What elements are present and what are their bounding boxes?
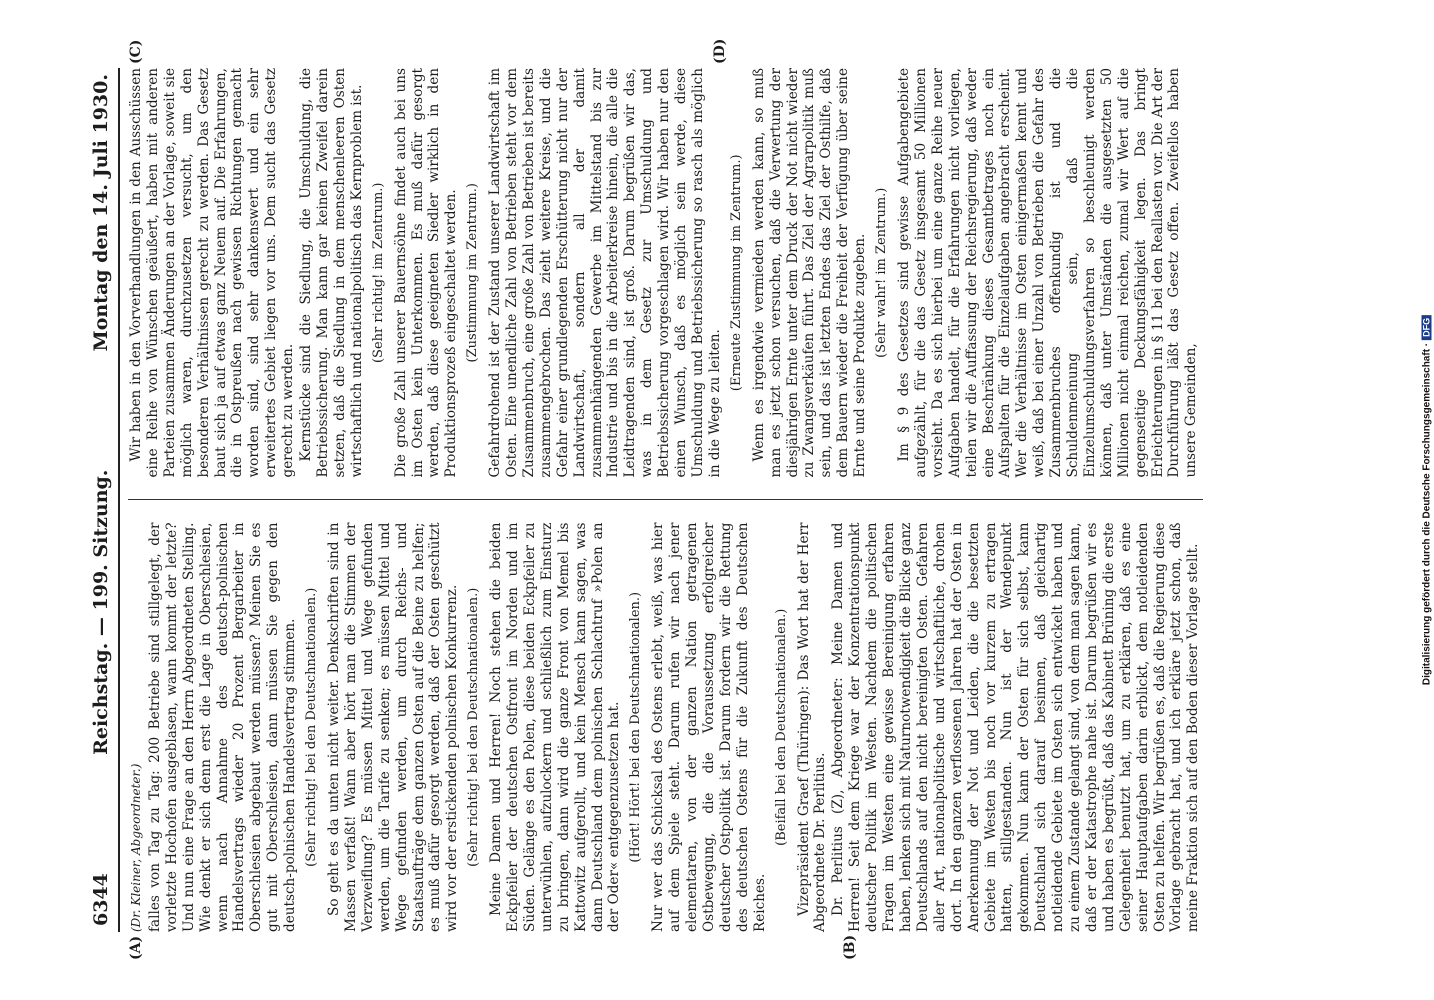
chair-remark: Vizepräsident Graef (Thüringen): Das Wort hat der Herr Abgeordnete Dr. Perlitius. (795, 522, 829, 932)
interjection: (Sehr richtig! bei den Deutschnationalen.) (466, 587, 482, 867)
margin-mark-b: (B) (842, 934, 858, 960)
margin-mark-c: (C) (128, 39, 144, 64)
paragraph: Meine Damen und Herren! Noch stehen die beiden Eckpfeiler der deutschen Ostfront im Norden und im Süden. Gelänge es den Polen, diese beiden Eckpfeiler zu unterwühlen, aufzulockern und schließlich zum Einsturz zu bringen, dann wird die ganze Front von Memel bis Kattowitz aufgerollt, und kein Mensch kann sagen, was dann Deutschland dem polnischen Schlachtruf »Polen an der Oder« entgegenzusetzen hat. (488, 522, 623, 932)
page-header (90, 68, 118, 932)
column-divider (128, 500, 1203, 501)
paragraph: Nur wer das Schicksal des Ostens erlebt, weiß, was hier auf dem Spiele steht. Darum rufen wir nach jener elementaren, von der ganzen Nation getragenen Ostbewegung, die die Voraussetzung erfolgreicher deutscher Ostpolitik ist. Darum fordern wir die Rettung des deutschen Ostens für die Zukunft des Deutschen Reiches. (650, 522, 768, 932)
left-column (128, 523, 1203, 933)
funding-note-text: Digitalisierung gefördert durch die Deutsche Forschungsgemeinschaft · (1421, 342, 1433, 686)
document-page (72, 38, 1362, 960)
paragraph: Wenn es irgendwie vermieden werden kann, so muß man es jetzt schon versuchen, daß die Verwertung der diesjährigen Ernte unter dem Druck der Not nicht wieder zu Zwangsverkäufen führt. Das Ziel der Agrarpolitik muß sein, und das ist letzten Endes das Ziel der Osthilfe, daß dem Bauern wieder die Freiheit der Verfügung über seine Ernte und seine Produkte zugeben. (750, 68, 869, 478)
paragraph: So geht es da unten nicht weiter. Denkschriften sind in Massen verfaßt! Wann aber hört man die Stimmen der Verzweiflung? Es müssen Mittel und Wege gefunden werden, um die Tarife zu senken; es müssen Mittel und Wege gefunden werden, um durch Reichs- und Staatsaufträge dem ganzen Osten auf die Beine zu helfen; es muß dafür gesorgt werden, daß der Osten geschützt wird vor der erstickenden polnischen Konkurrenz. (325, 522, 461, 932)
continued-speaker: (Dr. Kleiner, Abgeordneter.) (129, 763, 143, 932)
page-number: 6344 (90, 873, 112, 926)
paragraph: falles von Tag zu Tag: 200 Betriebe sind stillgelegt, der vorletzte Hochofen ausgeblasen, wann kommt der letzte? Und nun eine Frage an den Herrn Abgeordneten Stelling. Wie denkt er sich denn erst die Lage in Oberschlesien, wenn nach Annahme des deutsch-polnischen Handelsvertrags wieder 20 Prozent Bergarbeiter in Oberschlesien abgebaut werden müssen? Meinen Sie es gut mit Oberschlesien, dann müssen Sie gegen den deutsch-polnischen Handelsvertrag stimmen. (146, 522, 299, 932)
paragraph: Kernstücke sind die Siedlung, die Umschuldung, die Betriebssicherung. Man kann gar keinen Zweifel darein setzen, daß die Siedlung in dem menschenleeren Osten wirtschaftlich und nationalpolitisch das Kernproblem ist. (298, 68, 365, 478)
paragraph: Gefahrdrohend ist der Zustand unserer Landwirtschaft im Osten. Eine unendliche Zahl von Betrieben steht vor dem Zusammenbruch, eine große Zahl von Betrieben ist bereits zusammengebrochen. Das zieht weitere Kreise, und die Gefahr einer grundlegenden Erschütterung nicht nur der Landwirtschaft, sondern all der damit zusammenhängenden Gewerbe im Mittelstand bis zur Industrie und bis in die Arbeiterkreise hinein, die alle die Leidtragenden sind, ist groß. Darum begrüßen wir das, was in dem Gesetz zur Umschuldung und Betriebssicherung vorgeschlagen wird. Wir haben nur den einen Wunsch, daß es möglich sein werde, diese Umschuldung und Betriebssicherung so rasch als möglich in die Wege zu leiten. (487, 68, 723, 478)
interjection: (Beifall bei den Deutschnationalen.) (773, 608, 789, 846)
digitization-note (1421, 8, 1433, 992)
paragraph: Im § 9 des Gesetzes sind gewisse Aufgabengebiete aufgezählt, für die das Gesetz insgesamt 50 Millionen vorsieht. Da es sich hierbei um eine ganze Reihe neuer Aufgaben handelt, für die Erfahrungen nicht vorliegen, teilen wir die Auffassung der Reichsregierung, daß weder eine Beschränkung dieses Gesamtbetrages noch ein Aufspalten für die Einzelaufgaben angebracht erscheint. Wer die Verhältnisse im Osten einigermaßen kennt und weiß, daß bei einer Unzahl von Betrieben die Gefahr des Zusammenbruches offenkundig ist und die Schuldenmeinung sein, daß die Einzelumschuldungsverfahren so beschleunigt werden können, daß unter Umständen die ausgesetzten 50 Millionen nicht einmal reichen, zumal wir Wert auf die gegenseitige Deckungsfähigkeit legen. Das bringt Erleichterungen in § 11 bei den Reallasten vor. Die Art der Durchführung läßt das Gesetz offen. Zweifellos haben unsere Gemeinden, (895, 68, 1200, 478)
text-columns (128, 68, 1203, 932)
interjection: (Sehr richtig! bei den Deutschnationalen.) (304, 587, 320, 867)
dfg-logo: DFG (1422, 315, 1432, 340)
interjection: (Sehr richtig! im Zentrum.) (370, 182, 386, 364)
interjection: (Erneute Zustimmung im Zentrum.) (728, 154, 744, 392)
session-title: Reichstag. — 199. Sitzung. (90, 469, 112, 755)
paragraph: Dr. Perlitius (Z), Abgeordneter: Meine Damen und Herren! Seit dem Kriege war der Konzentrationspunkt deutscher Politik im Westen. Nachdem die politischen Fragen im Westen eine gewisse Bereinigung erfahren haben, lenken sich mit Naturnotwendigkeit die Blicke ganz Deutschlands auf den nicht bereinigten Osten. Gefahren aller Art, nationalpolitische und wirtschaftliche, drohen dort. In den ganzen verflossenen Jahren hat der Osten in Anerkennung der Not und Leiden, die die besetzten Gebiete im Westen bis noch vor kurzem zu ertragen hatten, stillgestanden. Nun ist der Wendepunkt gekommen. Nun kann der Osten für sich selbst, kann Deutschland sich darauf besinnen, daß gleichartig notleidende Gebiete im Osten sich entwickelt haben und zu einem Zustande gelangt sind, von dem man sagen kann, daß er der Katastrophe nahe ist. Darum begrüßen wir es und haben es begrüßt, daß das Kabinett Brüning die erste Gelegenheit benutzt hat, um zu erklären, daß es eine seiner Hauptaufgaben darin erblickt, dem notleidenden Osten zu helfen. Wir begrüßen es, daß die Regierung diese Vorlage gebracht hat, und ich erkläre jetzt schon, daß meine Fraktion sich auf den Boden dieser Vorlage stellt. (830, 522, 1202, 932)
interjection: (Zustimmung im Zentrum.) (465, 183, 481, 363)
interjection: (Hört! Hört! bei den Deutschnationalen.) (628, 591, 644, 863)
header-rule (118, 68, 120, 932)
right-column (128, 68, 1203, 478)
margin-mark-a: (A) (128, 935, 144, 960)
paragraph: Wir haben in den Vorverhandlungen in den Ausschüssen eine Reihe von Wünschen geäußert, haben mit anderen Parteien zusammen Änderungen an der Vorlage, soweit sie möglich waren, durchzusetzen versucht, um den besonderen Verhältnissen gerecht zu werden. Das Gesetz baut sich ja auf etwas ganz Neuem auf. Die Erfahrungen, die in Ostpreußen nach gewissen Richtungen gemacht worden sind, sind sehr dankenswert und ein sehr erweitertes Gebiet liegen vor uns. Dem sucht das Gesetz gerecht zu werden. (128, 68, 297, 478)
session-date: Montag den 14. Juli 1930. (90, 74, 112, 352)
interjection: (Sehr wahr! im Zentrum.) (874, 187, 890, 358)
margin-mark-d: (D) (712, 38, 728, 64)
paragraph: Die große Zahl unserer Bauernsöhne findet auch bei uns im Osten kein Unterkommen. Es muß dafür gesorgt werden, daß diese geeigneten Siedler wirklich in den Produktionsprozeß eingeschaltet werden. (392, 68, 460, 478)
